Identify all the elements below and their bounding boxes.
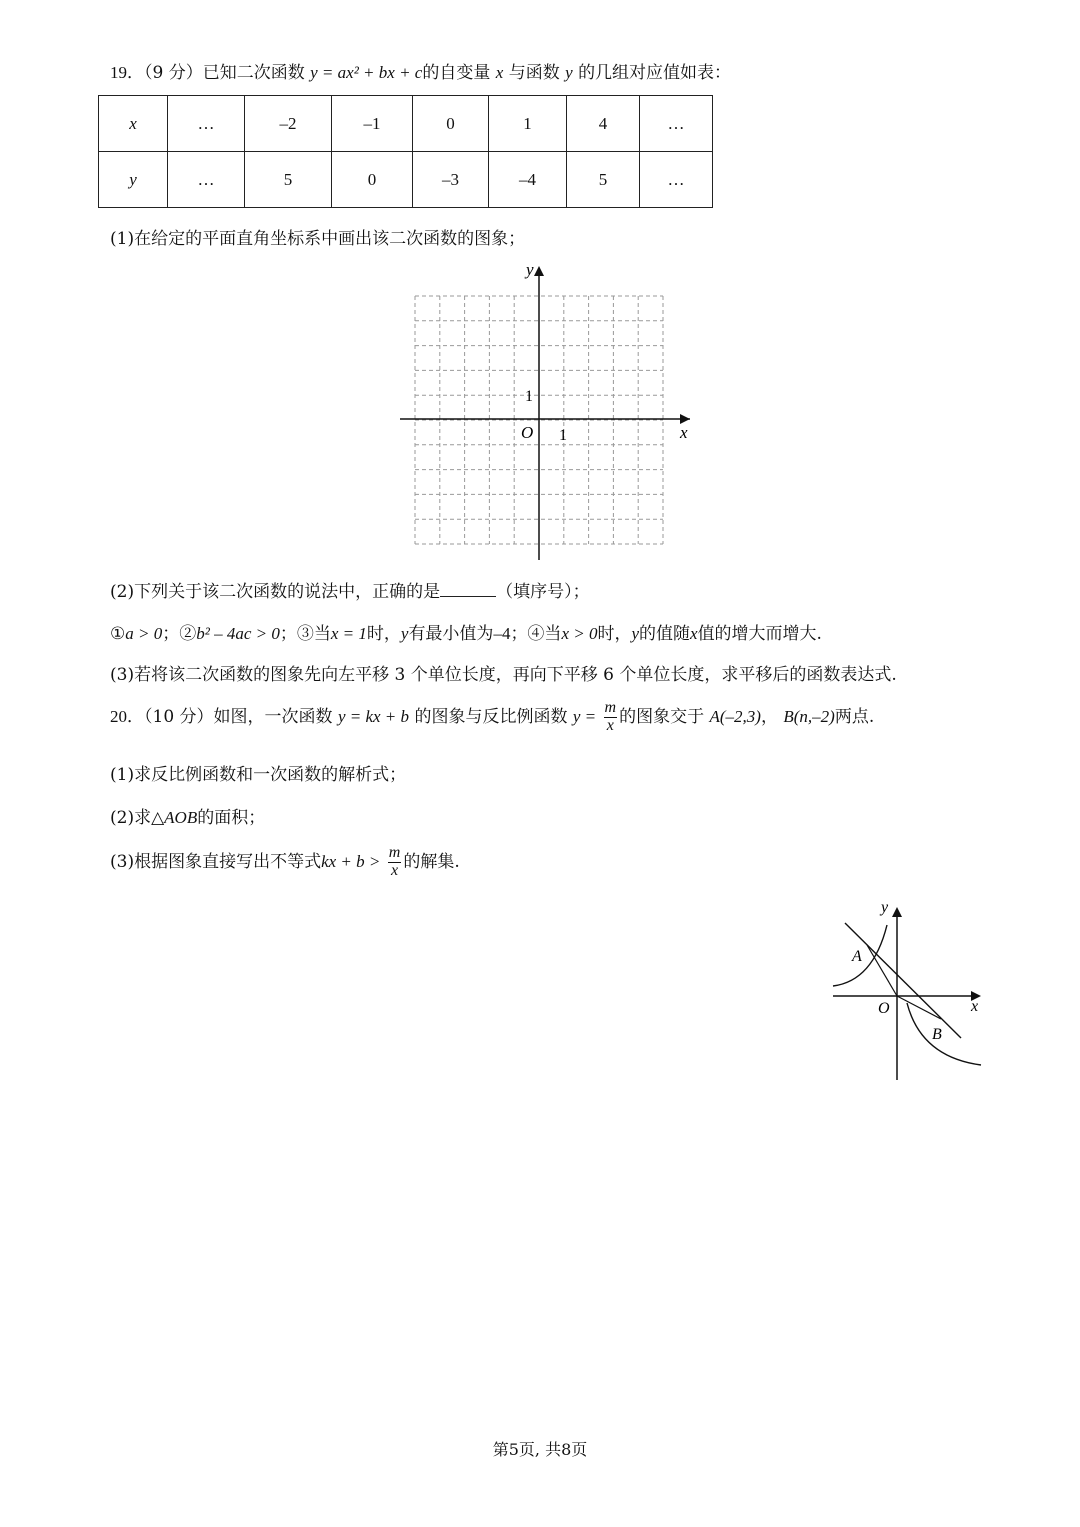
q19-stem-a: 已知二次函数 [202, 63, 305, 83]
table-cell: –4 [489, 152, 567, 208]
q20-separator: ， [760, 706, 778, 727]
q19-stem [110, 58, 731, 83]
option-4-text: 时， [597, 624, 632, 644]
q20-inequality-fraction [388, 845, 402, 880]
q20-stem [110, 700, 874, 735]
q20-point-b: B(n,–2) [783, 706, 835, 726]
table-cell: 0 [413, 96, 489, 152]
table-cell: 5 [245, 152, 332, 208]
grid-unit-x: 1 [559, 427, 567, 444]
segment-ob [897, 996, 941, 1019]
q19-part2 [110, 577, 590, 602]
q20-score: （10 分） [144, 706, 214, 727]
option-3-y: y [400, 624, 409, 643]
fraction-numerator: m [388, 844, 401, 861]
hyperbola-branch-right [907, 1003, 981, 1065]
fraction-denominator: x [606, 716, 614, 734]
q19-stem-d: 的几组对应值如表： [578, 63, 732, 83]
table-cell: … [640, 96, 713, 152]
option-3-cond: x = 1 [330, 624, 367, 643]
q19-var-x: x [495, 63, 504, 82]
q20-part2-suffix: 的面积； [197, 808, 266, 828]
q20-part1: (1)求反比例函数和一次函数的解析式； [110, 765, 407, 785]
q20-inverse-lhs: y = [572, 706, 597, 726]
q20-part2 [110, 803, 265, 828]
option-3-mark: ；③当 [279, 624, 331, 644]
fig-x-label: x [971, 998, 979, 1015]
q19-stem-c: 与函数 [508, 63, 560, 83]
fig-origin: O [878, 1000, 890, 1017]
q20-inverse-fraction [604, 700, 618, 735]
option-3-text: 时， [366, 624, 401, 644]
table-cell: –1 [332, 96, 413, 152]
q20-point-a: A(–2,3) [709, 706, 761, 726]
option-4-x: x [690, 624, 698, 643]
q20-stem-a: 如图，一次函数 [213, 706, 333, 727]
table-cell: –2 [245, 96, 332, 152]
table-row-x [99, 96, 713, 152]
q20-stem-c: 的图象交于 [619, 706, 705, 727]
grid-origin: O [521, 423, 534, 442]
table-cell: 0 [332, 152, 413, 208]
grid-unit-y: 1 [525, 388, 533, 405]
q19-options [110, 619, 822, 644]
table-cell: y [99, 152, 168, 208]
option-4-mark: ；④当 [510, 624, 562, 644]
option-1: a > 0 [125, 624, 163, 643]
table-cell: … [168, 152, 245, 208]
table-row-y [99, 152, 713, 208]
q20-number: 20． [110, 706, 144, 726]
q20-part3-text: (3)根据图象直接写出不等式 [110, 851, 322, 872]
table-cell: 1 [489, 96, 567, 152]
q19-part2-text: (2)下列关于该二次函数的说法中，正确的是 [110, 582, 441, 602]
option-4-mid: 的值随 [639, 624, 691, 644]
q20-linear-function: y = kx + b [337, 706, 410, 726]
grid-x-label: x [680, 423, 688, 442]
page-footer: 第5页, 共8页 [492, 1440, 588, 1459]
grid-y-label: y [526, 260, 534, 279]
table-cell: … [640, 152, 713, 208]
y-axis-arrow-icon [534, 266, 544, 276]
value-table [98, 95, 713, 208]
table-cell: 4 [567, 96, 640, 152]
q19-function: y = ax² + bx + c [310, 63, 423, 82]
q19-part2-suffix: （填序号）； [496, 582, 590, 602]
q19-var-y: y [565, 63, 573, 82]
option-2-mark: ；② [162, 624, 197, 644]
fig-label-b: B [932, 1026, 942, 1043]
q20-stem-b: 的图象与反比例函数 [414, 706, 568, 727]
option-1-mark: ① [110, 624, 126, 644]
q19-part3: (3)若将该二次函数的图象先向左平移 3 个单位长度，再向下平移 6 个单位长度，求平移后的函数表达式. [110, 665, 897, 685]
q20-part2-text: (2)求 [110, 808, 152, 828]
line-ab [845, 923, 961, 1038]
option-2: b² – 4ac > 0 [196, 624, 280, 643]
option-4-rest: 值的增大而增大. [697, 624, 822, 644]
option-3-rest: 有最小值为 [408, 624, 494, 644]
q20-stem-d: 两点. [834, 706, 875, 727]
q20-part3 [110, 845, 460, 880]
option-3-value: –4 [493, 624, 511, 643]
answer-blank[interactable] [440, 582, 496, 597]
q19-stem-b: 的自变量 [422, 63, 491, 83]
table-cell: –3 [413, 152, 489, 208]
table-cell: … [168, 96, 245, 152]
fig-y-arrow-icon [892, 907, 902, 917]
coordinate-grid [395, 258, 705, 568]
q20-triangle: △AOB [151, 808, 198, 827]
fraction-denominator: x [391, 861, 399, 879]
q20-figure [825, 895, 990, 1085]
q19-score: （9 分） [144, 63, 203, 83]
q19-number: 19． [110, 63, 144, 82]
table-cell: 5 [567, 152, 640, 208]
q20-part3-suffix: 的解集. [403, 851, 460, 872]
option-4-y: y [631, 624, 640, 643]
fig-y-label: y [881, 899, 889, 916]
option-4-cond: x > 0 [561, 624, 598, 643]
q19-part1: (1)在给定的平面直角坐标系中画出该二次函数的图象； [110, 229, 526, 249]
fig-label-a: A [852, 948, 862, 965]
table-cell: x [99, 96, 168, 152]
fraction-numerator: m [604, 699, 617, 716]
q20-inequality: kx + b > [321, 851, 381, 871]
